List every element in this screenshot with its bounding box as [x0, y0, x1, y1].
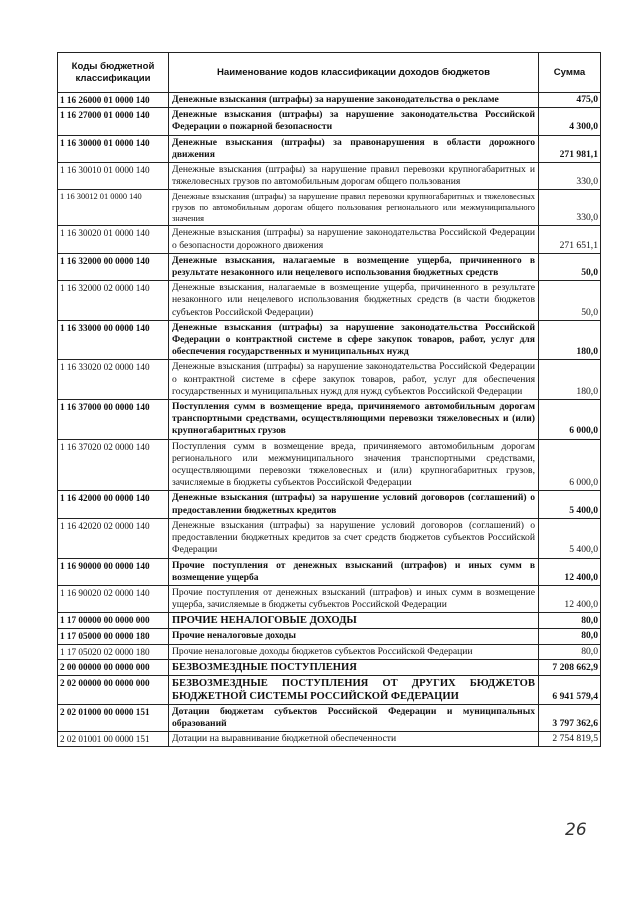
table-header: [58, 53, 600, 93]
row-name: Денежные взыскания (штрафы) за нарушение условий договоров (соглашений) о предоставлении бюджетных кредитов за счет средств бюджетов субъектов Российской Федерации: [169, 519, 539, 558]
row-sum: 271 651,1: [559, 239, 598, 251]
row-code: 1 16 33000 00 0000 140: [58, 321, 169, 360]
row-name: Денежные взыскания (штрафы) за нарушение законодательства Российской Федерации о контрактной системе в сфере закупок товаров, работ, услуг для обеспечения государственных и муниципальных нужд: [169, 321, 539, 360]
row-code: 2 02 01000 00 0000 151: [58, 705, 169, 731]
table-row: [58, 400, 600, 440]
table-row: [58, 629, 600, 644]
table-row: [58, 732, 600, 746]
header-sum: Сумма: [553, 66, 586, 78]
row-name: Денежные взыскания (штрафы) за нарушение законодательства Российской Федерации о пожарной безопасности: [169, 108, 539, 134]
table-row: [58, 108, 600, 135]
table-row: [58, 705, 600, 732]
row-name: Поступления сумм в возмещение вреда, причиняемого автомобильным дорогам транспортными средствами, осуществляющими перевозки тяжеловесных и (или) крупногабаритных грузов: [169, 400, 539, 439]
row-sum: 12 400,0: [564, 571, 598, 583]
row-name: Денежные взыскания (штрафы) за правонарушения в области дорожного движения: [169, 136, 539, 162]
table-row: [58, 660, 600, 676]
row-sum: 80,0: [581, 615, 598, 627]
row-sum: 12 400,0: [564, 599, 598, 611]
row-name: ПРОЧИЕ НЕНАЛОГОВЫЕ ДОХОДЫ: [169, 613, 539, 628]
table-row: [58, 163, 600, 190]
row-code: 1 16 30000 01 0000 140: [58, 136, 169, 162]
table-row: [58, 491, 600, 518]
table-row: [58, 254, 600, 281]
row-code: 2 02 00000 00 0000 000: [58, 676, 169, 704]
row-sum: 6 000,0: [569, 477, 598, 489]
row-code: 1 16 33020 02 0000 140: [58, 360, 169, 399]
row-sum: 6 000,0: [569, 425, 598, 437]
row-sum: 3 797 362,6: [552, 717, 598, 729]
table-row: [58, 559, 600, 586]
row-sum: 6 941 579,4: [552, 690, 598, 702]
row-sum: 330,0: [576, 212, 598, 224]
row-name: Денежные взыскания, налагаемые в возмещение ущерба, причиненного в результате незаконного или нецелевого использования бюджетных средств (в части бюджетов субъектов Российской Федерации): [169, 281, 539, 320]
row-name: БЕЗВОЗМЕЗДНЫЕ ПОСТУПЛЕНИЯ ОТ ДРУГИХ БЮДЖЕТОВ БЮДЖЕТНОЙ СИСТЕМЫ РОССИЙСКОЙ ФЕДЕРАЦИИ: [169, 676, 539, 704]
row-code: 2 02 01001 00 0000 151: [58, 732, 169, 746]
row-sum: 180,0: [576, 385, 598, 397]
table-row: [58, 281, 600, 321]
row-code: 1 16 32000 02 0000 140: [58, 281, 169, 320]
row-name: Дотации бюджетам субъектов Российской Федерации и муниципальных образований: [169, 705, 539, 731]
row-code: 1 17 05020 02 0000 180: [58, 645, 169, 659]
table-row: [58, 519, 600, 559]
row-code: 1 16 42000 00 0000 140: [58, 491, 169, 517]
row-code: 1 16 30010 01 0000 140: [58, 163, 169, 189]
table-row: [58, 440, 600, 492]
row-sum: 5 400,0: [569, 504, 598, 516]
row-name: Прочие поступления от денежных взысканий (штрафов) и иных сумм в возмещение ущерба: [169, 559, 539, 585]
table-row: [58, 190, 600, 226]
row-name: Денежные взыскания (штрафы) за нарушение условий договоров (соглашений) о предоставлении бюджетных кредитов: [169, 491, 539, 517]
table-row: [58, 613, 600, 629]
table-row: [58, 136, 600, 163]
row-code: 1 16 30012 01 0000 140: [58, 190, 169, 225]
row-name: Прочие неналоговые доходы: [169, 629, 539, 643]
row-sum: 2 754 819,5: [552, 733, 598, 745]
row-sum: 330,0: [576, 176, 598, 188]
row-name: Денежные взыскания (штрафы) за нарушение законодательства Российской Федерации о безопасности дорожного движения: [169, 226, 539, 252]
row-sum: 180,0: [576, 346, 598, 358]
row-code: 1 16 90020 02 0000 140: [58, 586, 169, 612]
row-code: 1 16 37000 00 0000 140: [58, 400, 169, 439]
row-name: Дотации на выравнивание бюджетной обеспеченности: [169, 732, 539, 746]
row-code: 2 00 00000 00 0000 000: [58, 660, 169, 675]
row-name: Денежные взыскания (штрафы) за нарушение законодательства Российской Федерации о контрактной системе в сфере закупок товаров, работ, услуг для обеспечения государственных и муниципальных нужд для нужд субъектов Российской Федерации: [169, 360, 539, 399]
row-code: 1 16 37020 02 0000 140: [58, 440, 169, 491]
row-sum: 475,0: [576, 94, 598, 105]
row-sum: 80,0: [581, 645, 598, 657]
row-code: 1 17 05000 00 0000 180: [58, 629, 169, 643]
row-code: 1 17 00000 00 0000 000: [58, 613, 169, 628]
row-sum: 4 300,0: [569, 121, 598, 133]
table-row: [58, 586, 600, 613]
budget-income-table: [57, 52, 601, 747]
row-sum: 5 400,0: [569, 544, 598, 556]
row-sum: 7 208 662,9: [552, 661, 598, 673]
row-sum: 80,0: [581, 630, 598, 642]
row-name: Поступления сумм в возмещение вреда, причиняемого автомобильным дорогам регионального или межмуниципального значения транспортными средствами, осуществляющими перевозки тяжеловесных и (или) крупногабаритных грузов, зачисляемые в бюджеты субъектов Российской Федерации: [169, 440, 539, 491]
page-number: 26: [565, 820, 587, 840]
row-sum: 50,0: [581, 267, 598, 279]
row-sum: 271 981,1: [559, 148, 598, 160]
row-name: Денежные взыскания (штрафы) за нарушение правил перевозки крупногабаритных и тяжеловесных грузов по автомобильным дорогам общего пользования регионального или межмуниципального значения: [169, 190, 539, 225]
row-code: 1 16 32000 00 0000 140: [58, 254, 169, 280]
row-name: Денежные взыскания (штрафы) за нарушение законодательства о рекламе: [169, 93, 539, 107]
table-row: [58, 645, 600, 660]
row-name: Денежные взыскания (штрафы) за нарушение правил перевозки крупногабаритных и тяжеловесных грузов по автомобильным дорогам общего пользования: [169, 163, 539, 189]
row-name: Прочие поступления от денежных взысканий (штрафов) и иных сумм в возмещение ущерба, зачисляемые в бюджеты субъектов Российской Федерации: [169, 586, 539, 612]
row-code: 1 16 27000 01 0000 140: [58, 108, 169, 134]
row-code: 1 16 26000 01 0000 140: [58, 93, 169, 107]
table-row: [58, 360, 600, 400]
row-code: 1 16 42020 02 0000 140: [58, 519, 169, 558]
header-codes: Коды бюджетной классификации: [58, 53, 169, 92]
row-name: БЕЗВОЗМЕЗДНЫЕ ПОСТУПЛЕНИЯ: [169, 660, 539, 675]
row-code: 1 16 30020 01 0000 140: [58, 226, 169, 252]
row-name: Денежные взыскания, налагаемые в возмещение ущерба, причиненного в результате незаконного или нецелевого использования бюджетных средств: [169, 254, 539, 280]
row-code: 1 16 90000 00 0000 140: [58, 559, 169, 585]
table-row: [58, 226, 600, 253]
table-row: [58, 321, 600, 361]
header-names: Наименование кодов классификации доходов бюджетов: [169, 53, 539, 92]
table-row: [58, 93, 600, 108]
row-sum: 50,0: [581, 306, 598, 318]
row-name: Прочие неналоговые доходы бюджетов субъектов Российской Федерации: [169, 645, 539, 659]
table-row: [58, 676, 600, 705]
